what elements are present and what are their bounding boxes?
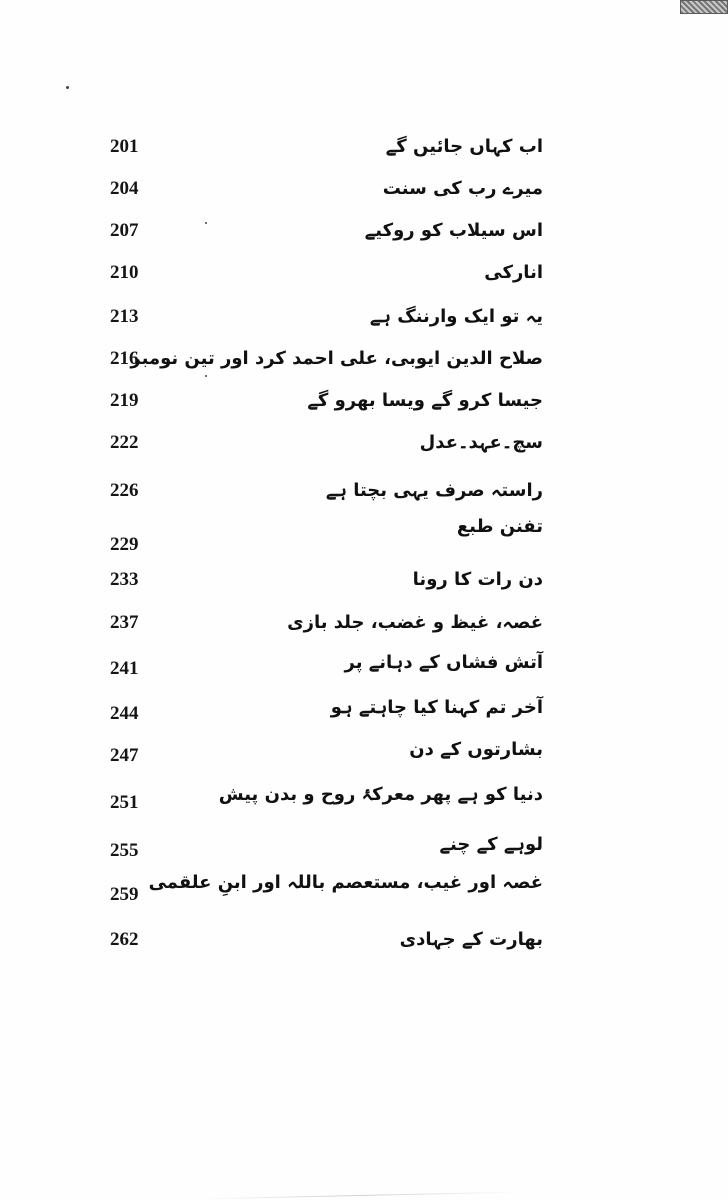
entry-title: لوہے کے چنے [439, 834, 543, 855]
toc-entry[interactable] [0, 923, 728, 957]
page-number: 204 [110, 178, 139, 199]
toc-entry[interactable] [0, 300, 728, 334]
entry-title: میرے رب کی سنت [382, 178, 543, 199]
entry-title: دنیا کو ہے پھر معرکۂ روح و بدن پیش [218, 784, 543, 805]
page-number: 216 [110, 348, 139, 369]
page-number: 229 [110, 534, 139, 555]
entry-title: یہ تو ایک وارننگ ہے [369, 306, 543, 327]
scan-artifact [680, 0, 728, 14]
entry-title: اس سیلاب کو روکیے [364, 220, 543, 241]
toc-entry[interactable] [0, 563, 728, 597]
page-number: 226 [110, 480, 139, 501]
page-number: 241 [110, 658, 139, 679]
page-number: 237 [110, 612, 139, 633]
entry-title: بھارت کے جہادی [399, 929, 543, 950]
entry-title: تفنن طبع [456, 516, 543, 537]
page-number: 213 [110, 306, 139, 327]
entry-title: دن رات کا رونا [412, 569, 543, 590]
toc-entry[interactable] [0, 739, 728, 773]
entry-title: بشارتوں کے دن [409, 739, 543, 760]
page-number: 222 [110, 432, 139, 453]
page-number: 247 [110, 745, 139, 766]
entry-title: جیسا کرو گے ویسا بھرو گے [307, 390, 543, 411]
toc-entry[interactable] [0, 426, 728, 460]
toc-entry[interactable] [0, 384, 728, 418]
page-number: 210 [110, 262, 139, 283]
entry-title: انارکی [484, 262, 543, 283]
page-number: 259 [110, 884, 139, 905]
toc-entry[interactable] [0, 214, 728, 248]
entry-title: صلاح الدین ایوبی، علی احمد کرد اور تین نومبر [130, 348, 543, 369]
toc-entry[interactable] [0, 606, 728, 640]
toc-entry[interactable] [0, 786, 728, 820]
toc-entry[interactable] [0, 256, 728, 290]
toc-entry[interactable] [0, 697, 728, 731]
page-number: 262 [110, 929, 139, 950]
page-number: 255 [110, 840, 139, 861]
toc-entry[interactable] [0, 342, 728, 376]
entry-title: آخر تم کہنا کیا چاہتے ہو [330, 697, 543, 718]
toc-entry[interactable] [0, 872, 728, 912]
toc-entry[interactable] [0, 130, 728, 164]
entry-title: سچ۔عہد۔عدل [419, 432, 543, 453]
toc-entry[interactable] [0, 652, 728, 686]
page-number: 233 [110, 569, 139, 590]
page-number: 244 [110, 703, 139, 724]
page-number: 207 [110, 220, 139, 241]
page-number: 219 [110, 390, 139, 411]
entry-title: غصہ، غیظ و غضب، جلد بازی [287, 612, 543, 633]
page-number: 201 [110, 136, 139, 157]
entry-title: غصہ اور غیب، مستعصم باللہ اور ابنِ علقمی [148, 872, 543, 893]
page-number: 251 [110, 792, 139, 813]
toc-entry[interactable] [0, 474, 728, 508]
entry-title: راستہ صرف یہی بچتا ہے [325, 480, 543, 501]
toc-entry[interactable] [0, 834, 728, 868]
entry-title: آتش فشاں کے دہانے پر [344, 652, 543, 673]
scan-speck [66, 86, 69, 89]
entry-title: اب کہاں جائیں گے [385, 136, 543, 157]
toc-entry[interactable] [0, 172, 728, 206]
toc-entry[interactable] [0, 514, 728, 555]
page-edge-shadow [200, 1192, 520, 1200]
